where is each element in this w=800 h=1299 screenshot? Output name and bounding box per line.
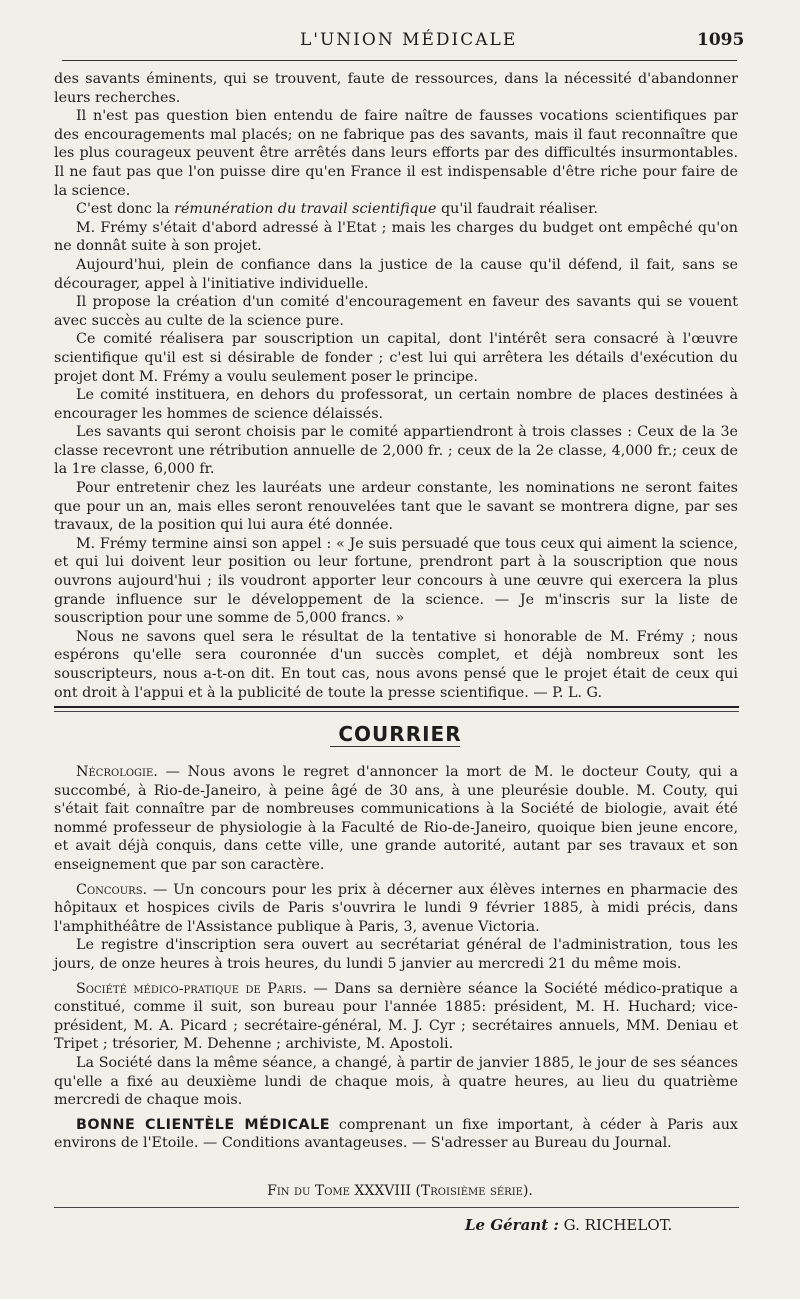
news-label: Société médico-pratique de Paris. xyxy=(76,980,307,997)
news-text: La Société dans la même séance, a changé, à partir de janvier 1885, le jour de ses séances qu'elle a fixé au deuxième lundi de chaque mois, à quatre heures, au lieu du quatrième mercredi de chaque mois. xyxy=(54,1054,738,1109)
advert xyxy=(54,1116,738,1153)
article-paragraph: Pour entretenir chez les lauréats une ardeur constante, les nominations ne seront faites que pour un an, mais elles seront renouvelées tant que le savant se montrera digne, par ses travaux, de la position qui lui aura été donnée. xyxy=(54,480,738,534)
section-title-underline xyxy=(330,746,460,747)
article-paragraph: Il n'est pas question bien entendu de faire naître de fausses vocations scientifiques par des encouragements mal placés; on ne fabrique pas des savants, mais il faut reconnaître que les plus courageux peuvent être arrêtés dans leurs efforts par des difficultés insurmontables. Il ne faut pas que l'on puisse dire qu'en France il est indispensable d'être riche pour faire de la science. xyxy=(54,108,738,199)
article-body xyxy=(54,70,738,702)
news-item-registre xyxy=(54,936,738,973)
header-rule xyxy=(62,60,737,61)
gerant-name: G. RICHELOT. xyxy=(563,1216,673,1234)
news-label: Nécrologie. xyxy=(76,764,158,780)
article-paragraph: des savants éminents, qui se trouvent, faute de ressources, dans la nécessité d'abandonner leurs recherches. xyxy=(54,71,738,106)
article-paragraph: Il propose la création d'un comité d'encouragement en faveur des savants qui se vouent avec succès au culte de la science pure. xyxy=(54,294,738,329)
article-paragraph: M. Frémy termine ainsi son appel : « Je suis persuadé que tous ceux qui aiment la science, et qui lui doivent leur position ou leur fortune, prendront part à la souscription que nous ouvrons aujourd'hui ; ils voudront apporter leur concours à une œuvre qui exercera la plus grande influence sur le développement de la science. — Je m'inscris sur la liste de souscription pour une somme de 5,000 francs. » xyxy=(54,535,738,627)
colophon: Fin du Tome XXXVIII (Troisième série). xyxy=(267,1183,533,1199)
news-text: — Nous avons le regret d'annoncer la mort de M. le docteur Couty, qui a succombé, à Rio-de-Janeiro, à peine âgé de 30 ans, à une pleurésie double. M. Couty, qui s'était fait connaître par de nombreuses communications à la Société de biologie, avait été nommé professeur de physiologie à la Faculté de Rio-de-Janeiro, quoique bien jeune encore, et avait déjà conquis, dans cette ville, une grande autorité, autant par ses travaux et son enseignement que par son caractère. xyxy=(54,764,738,873)
gerant-label: Le Gérant : xyxy=(465,1216,559,1234)
news-text: — Un concours pour les prix à décerner aux élèves internes en pharmacie des hôpitaux et hospices civils de Paris s'ouvrira le lundi 9 février 1885, à midi précis, dans l'amphithéâtre de l'Assistance publique à Paris, 3, avenue Victoria. xyxy=(54,881,738,935)
running-header-title: L'UNION MÉDICALE xyxy=(300,30,518,50)
article-paragraph xyxy=(54,200,738,219)
article-paragraph: Nous ne savons quel sera le résultat de la tentative si honorable de M. Frémy ; nous espérons qu'elle sera couronnée d'un succès complet, et déjà nombreux sont les souscripteurs, nous a-t-on dit. En tout cas, nous avons pensé que le projet était de ceux qui ont droit à l'appui et à la publicité de toute la presse scientifique. — P. L. G. xyxy=(54,628,738,701)
advert-text: comprenant un fixe important, à céder à Paris aux environs de l'Etoile. — Conditions avantageuses. — S'adresser au Bureau du Journal. xyxy=(54,1116,738,1152)
paragraph-text: C'est donc la xyxy=(76,201,175,218)
news-text: — Dans sa dernière séance la Société médico-pratique a constitué, comme il suit, son bureau pour l'année 1885: président, M. H. Huchard; vice-président, M. A. Picard ; secrétaire-général, M. J. Cyr ; secrétaires annuels, MM. Deniau et Tripet ; trésorier, M. Dehenne ; archiviste, M. Apostoli. xyxy=(54,980,738,1053)
article-paragraph: Ce comité réalisera par souscription un capital, dont l'intérêt sera consacré à l'œuvre scientifique qu'il est si désirable de fonder ; c'est lui qui arrêtera les détails d'exécution du projet dont M. Frémy a voulu seulement poser le principe. xyxy=(54,331,738,385)
article-paragraph: Le comité instituera, en dehors du professorat, un certain nombre de places destinées à encourager les hommes de science délaissés. xyxy=(54,387,738,422)
page-number: 1095 xyxy=(697,30,745,50)
section-divider xyxy=(54,706,739,708)
footer-rule xyxy=(54,1207,739,1208)
news-item-necrologie xyxy=(54,763,738,875)
news-item-seances xyxy=(54,1054,738,1110)
section-title: COURRIER xyxy=(338,722,462,746)
emphasis-text: rémunération du travail scientifique xyxy=(174,201,437,218)
article-paragraph: M. Frémy s'était d'abord adressé à l'Etat ; mais les charges du budget ont empêché qu'on ne donnât suite à son projet. xyxy=(54,219,738,255)
news-item-concours xyxy=(54,881,738,937)
article-paragraph: Les savants qui seront choisis par le comité appartiendront à trois classes : Ceux de la 3e classe recevront une rétribution annuelle de 2,000 fr. ; ceux de la 2e classe, 4,000 fr.; ceux de la 1re classe, 6,000 fr. xyxy=(54,424,738,478)
news-text: Le registre d'inscription sera ouvert au secrétariat général de l'administration, tous les jours, de onze heures à trois heures, du lundi 5 janvier au mercredi 21 du même mois. xyxy=(54,937,738,972)
article-paragraph: Aujourd'hui, plein de confiance dans la justice de la cause qu'il défend, il fait, sans se décourager, appel à l'initiative individuelle. xyxy=(54,256,738,292)
news-label: Concours. xyxy=(76,881,148,898)
paragraph-text: qu'il faudrait réaliser. xyxy=(436,201,598,218)
gerant-signature xyxy=(465,1216,672,1234)
advert-heading: BONNE CLIENTÈLE MÉDICALE xyxy=(76,1116,330,1133)
courrier-body xyxy=(54,763,738,1153)
section-divider-thin xyxy=(54,711,739,712)
news-item-societe xyxy=(54,980,738,1054)
